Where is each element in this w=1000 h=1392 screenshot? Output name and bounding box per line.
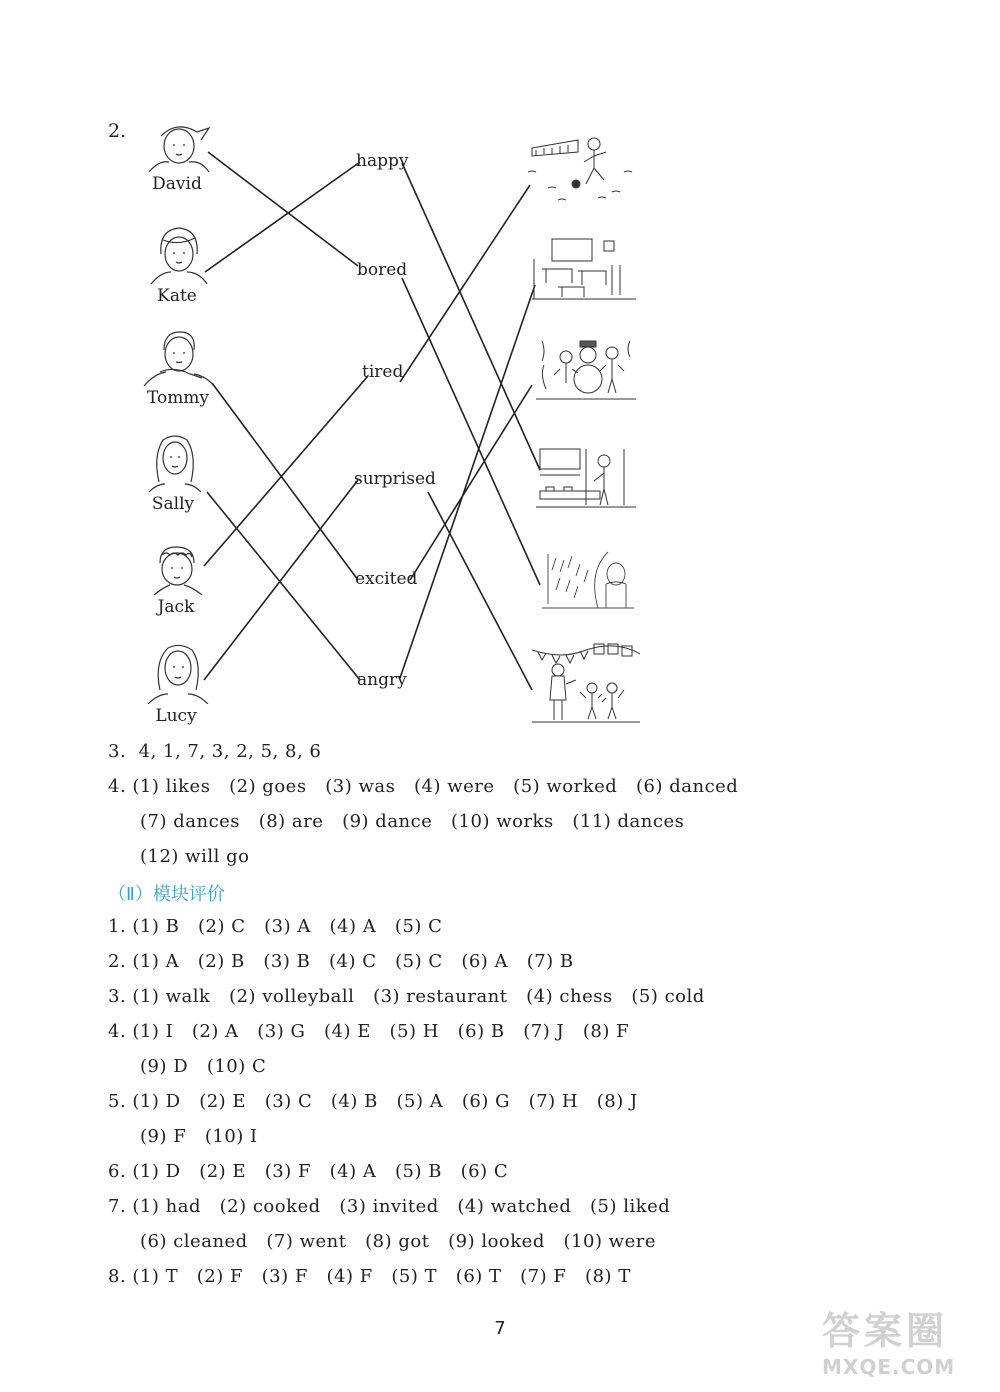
person-sally	[133, 432, 213, 514]
person-lucy	[136, 642, 216, 726]
line-tired-football	[400, 185, 530, 382]
word-happy: happy	[356, 151, 409, 171]
girl-short-hair-icon	[139, 224, 215, 284]
eval-answer-5-line1: 5. (1) D (2) E (3) C (4) B (5) A (6) G (7) H (8) J	[108, 1091, 638, 1112]
scene-party	[532, 640, 640, 724]
boy-curly-hair-icon	[138, 543, 214, 595]
question-2-number: 2.	[108, 120, 127, 142]
person-tommy	[138, 328, 218, 408]
watermark-logo-text: 答案圈	[822, 1309, 949, 1353]
line-kate-happy	[205, 162, 360, 272]
eval-answer-2: 2. (1) A (2) B (3) B (4) C (5) C (6) A (7) B	[108, 951, 574, 972]
word-surprised: surprised	[354, 469, 436, 489]
word-angry: angry	[357, 670, 407, 690]
eval-answer-1: 1. (1) B (2) C (3) A (4) A (5) C	[108, 916, 443, 937]
scene-rain-window	[538, 550, 634, 610]
person-name-lucy: Lucy	[155, 706, 197, 726]
line-happy-kitchen	[402, 163, 540, 470]
person-name-tommy: Tommy	[146, 388, 210, 408]
girl-long-hair-icon	[135, 432, 211, 492]
section-heading: （Ⅱ）模块评价	[108, 884, 225, 905]
answer-4-line1: 4. (1) likes (2) goes (3) was (4) were (5) worked (6) danced	[108, 776, 739, 797]
line-sally-angry	[207, 492, 360, 680]
page-number: 7	[494, 1318, 506, 1339]
word-bored: bored	[357, 260, 408, 280]
person-name-jack: Jack	[157, 597, 195, 617]
eval-answer-6: 6. (1) D (2) E (3) F (4) A (5) B (6) C	[108, 1161, 509, 1182]
eval-answer-5-line2: (9) F (10) I	[140, 1126, 258, 1147]
eval-answer-7-line1: 7. (1) had (2) cooked (3) invited (4) watched (5) liked	[108, 1196, 671, 1217]
scene-classroom	[528, 235, 640, 303]
eval-answer-8: 8. (1) T (2) F (3) F (4) F (5) T (6) T (7) F (8) T	[108, 1266, 631, 1287]
answer-3: 3. 4, 1, 7, 3, 2, 5, 8, 6	[108, 741, 322, 762]
boy-thinking-icon	[140, 328, 216, 386]
person-name-sally: Sally	[151, 494, 195, 514]
line-bored-rain	[402, 278, 540, 585]
person-jack	[136, 543, 216, 617]
scene-kitchen	[536, 445, 636, 511]
woman-long-hair-icon	[138, 642, 214, 704]
eval-answer-3: 3. (1) walk (2) volleyball (3) restaurant (4) chess (5) cold	[108, 986, 705, 1007]
scene-snowman	[536, 335, 636, 403]
person-name-david: David	[152, 174, 202, 194]
boy-with-cap-icon	[139, 118, 215, 172]
line-david-bored	[208, 152, 358, 266]
eval-answer-7-line2: (6) cleaned (7) went (8) got (9) looked (10) were	[140, 1231, 657, 1252]
word-excited: excited	[355, 569, 418, 589]
watermark	[822, 1300, 992, 1384]
eval-answer-4-line1: 4. (1) I (2) A (3) G (4) E (5) H (6) B (7) J (8) F	[108, 1021, 630, 1042]
person-david	[137, 118, 217, 194]
scene-football	[528, 132, 640, 206]
answer-4-line3: (12) will go	[140, 846, 250, 867]
word-tired: tired	[362, 362, 404, 382]
watermark-url: MXQE.COM	[822, 1355, 956, 1379]
person-kate	[137, 224, 217, 306]
answer-4-line2: (7) dances (8) are (9) dance (10) works (11) dances	[140, 811, 685, 832]
line-surprised-party	[428, 492, 532, 690]
eval-answer-4-line2: (9) D (10) C	[140, 1056, 267, 1077]
person-name-kate: Kate	[157, 286, 197, 306]
